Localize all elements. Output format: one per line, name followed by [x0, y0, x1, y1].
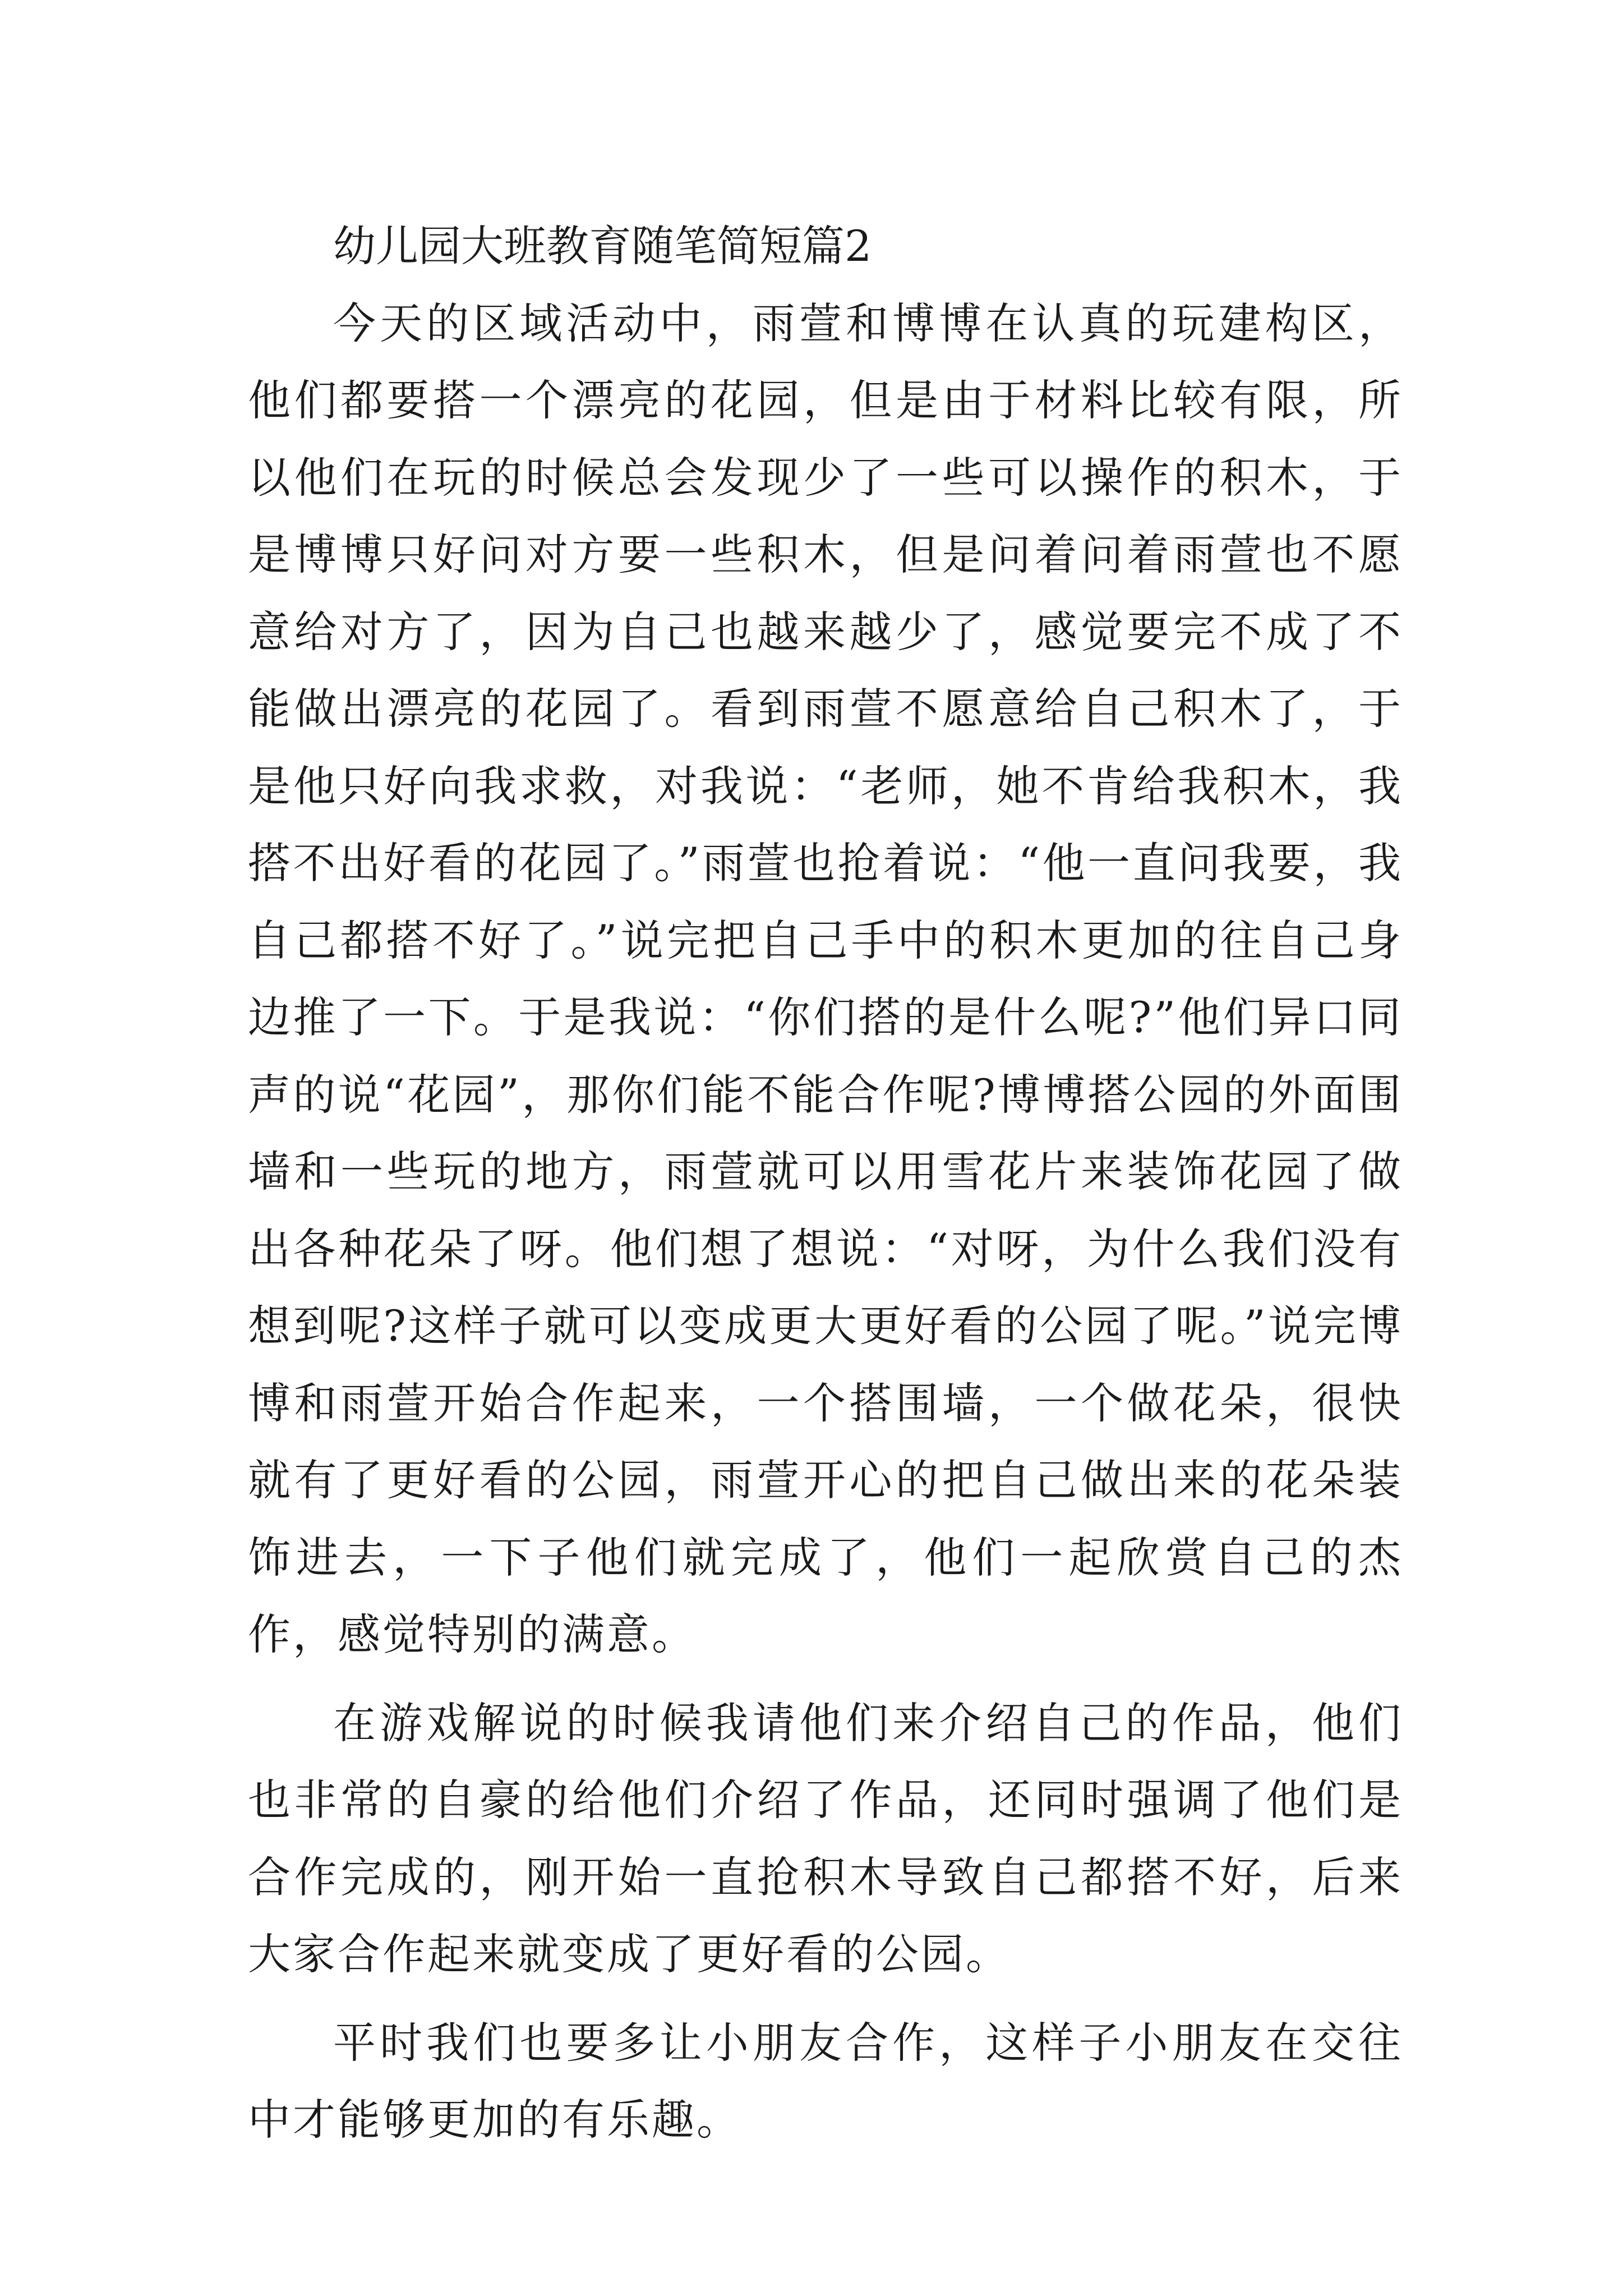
- document-body: [248, 208, 1403, 2159]
- paragraph-2: 在游戏解说的时候我请他们来介绍自己的作品，他们也非常的自豪的给他们介绍了作品，还同时强调了他们是合作完成的，刚开始一直抢积木导致自己都搭不好，后来大家合作起来就变成了更好看的公园。: [248, 1697, 1403, 1979]
- paragraph-1: 今天的区域活动中，雨萱和博博在认真的玩建构区，他们都要搭一个漂亮的花园，但是由于材料比较有限，所以他们在玩的时候总会发现少了一些可以操作的积木，于是博博只好问对方要一些积木，但是问着问着雨萱也不愿意给对方了，因为自己也越来越少了，感觉要完不成了不能做出漂亮的花园了。看到雨萱不愿意给自己积木了，于是他只好向我求救，对我说：“老师，她不肯给我积木，我搭不出好看的花园了。”雨萱也抢着说：“他一直问我要，我自己都搭不好了。”说完把自己手中的积木更加的往自己身边推了一下。于是我说：“你们搭的是什么呢?”他们异口同声的说“花园”，那你们能不能合作呢?博博搭公园的外面围墙和一些玩的地方，雨萱就可以用雪花片来装饰花园了做出各种花朵了呀。他们想了想说：“对呀，为什么我们没有想到呢?这样子就可以变成更大更好看的公园了呢。”说完博博和雨萱开始合作起来，一个搭围墙，一个做花朵，很快就有了更好看的公园，雨萱开心的把自己做出来的花朵装饰进去，一下子他们就完成了，他们一起欣赏自己的杰作，感觉特别的满意。: [248, 298, 1403, 1659]
- paragraph-3: 平时我们也要多让小朋友合作，这样子小朋友在交往中才能够更加的有乐趣。: [248, 2017, 1403, 2145]
- document-title: 幼儿园大班教育随笔简短篇2: [333, 221, 872, 271]
